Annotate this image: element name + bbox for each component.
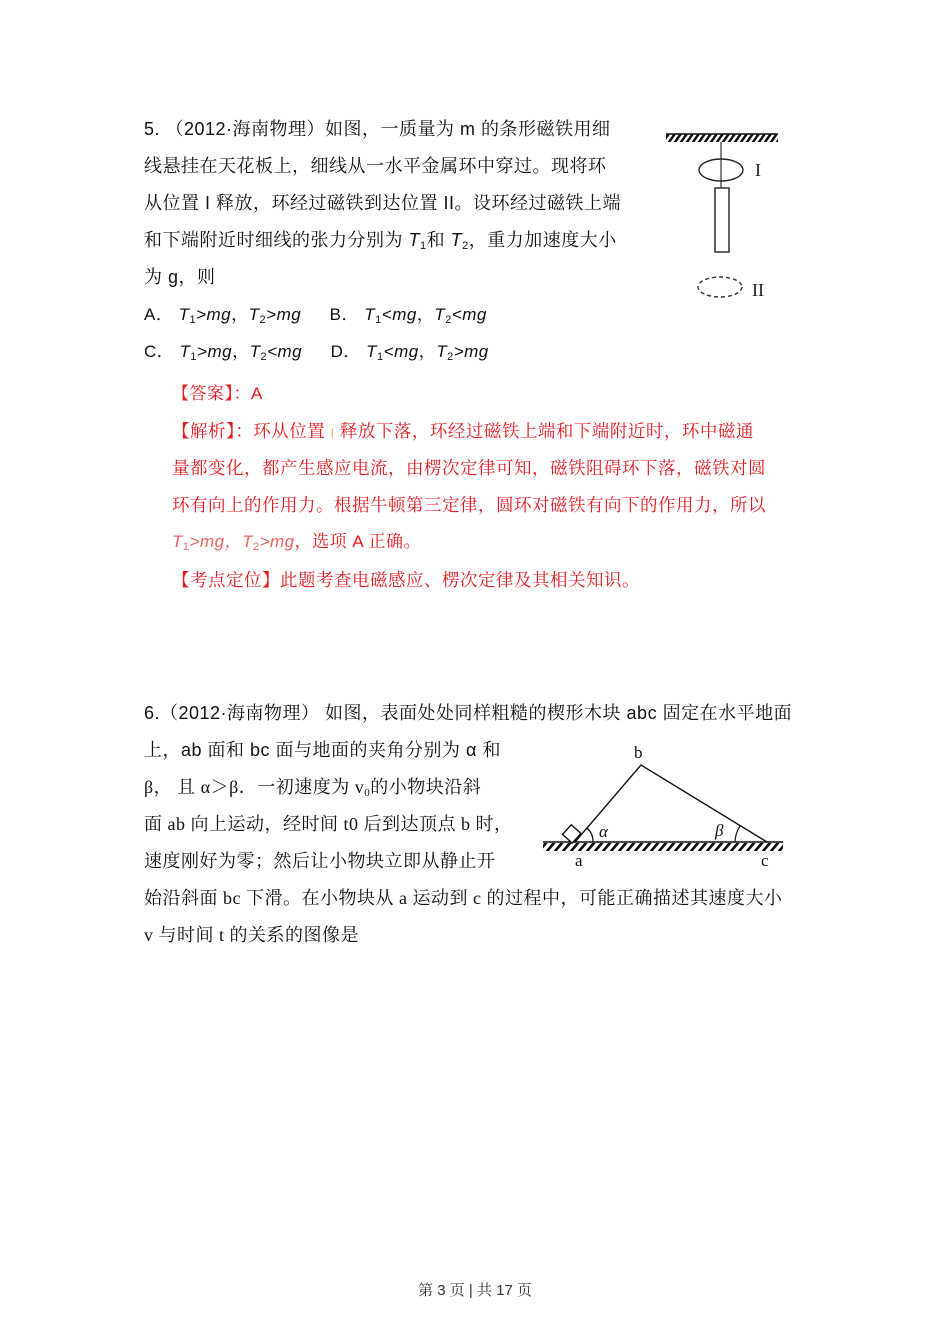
label-position-1: I — [755, 160, 761, 180]
analysis-t1: T — [172, 532, 183, 551]
ceiling-hatch — [666, 134, 778, 142]
q6-wedge-figure — [535, 730, 795, 870]
option-c-label: C． — [144, 342, 175, 361]
label-alpha: α — [599, 822, 608, 841]
option-b-t1-sub: 1 — [375, 314, 382, 326]
page-footer: 第 3 页 | 共 17 页 — [418, 1282, 532, 1299]
option-b-sep: ， — [416, 305, 435, 324]
option-d-t2-rel: >mg — [453, 342, 489, 361]
q5-options-row-2 — [144, 340, 489, 364]
analysis-t2: T — [242, 532, 253, 551]
option-b-label: B． — [329, 305, 360, 324]
option-d-t2-sub: 2 — [447, 351, 454, 363]
q5-line-4-mid: 和 — [426, 230, 451, 250]
option-d-label: D． — [330, 342, 361, 361]
t2-subscript: 2 — [462, 240, 469, 252]
q6-line-7: v 与时间 t 的关系的图像是 — [144, 925, 359, 945]
label-c: c — [761, 851, 769, 870]
answer-line — [172, 382, 263, 406]
small-block — [563, 825, 581, 843]
option-a-t1: T — [178, 305, 190, 324]
label-position-2: II — [752, 280, 764, 300]
analysis-t1-sub: 1 — [182, 541, 190, 553]
analysis-line-2: 量都变化，都产生感应电流，由楞次定律可知，磁铁阻碍环下落，磁铁对圆 — [172, 458, 766, 478]
option-d-t1-sub: 1 — [377, 351, 384, 363]
beta-arc — [735, 826, 740, 842]
option-a-t2-sub: 2 — [259, 314, 267, 326]
option-d — [325, 342, 488, 361]
option-d-t2: T — [436, 342, 448, 361]
option-a-t2: T — [248, 305, 260, 324]
option-d-t1: T — [366, 342, 378, 361]
analysis-line-1 — [172, 419, 754, 445]
q6-line-3b: 的小物块沿斜 — [370, 777, 482, 797]
option-c-t2-sub: 2 — [260, 351, 268, 363]
label-b: b — [634, 743, 643, 762]
q5-options-row-1 — [144, 303, 487, 327]
option-b — [324, 305, 486, 324]
option-b-t2-sub: 2 — [445, 314, 452, 326]
q6-line-3a: β， 且 α＞β．一初速度为 v — [144, 777, 365, 797]
kaodian-text: 此题考查电磁感应、楞次定律及其相关知识。 — [280, 570, 640, 590]
v0-subscript: 0 — [364, 787, 371, 799]
option-d-sep: ， — [418, 342, 437, 361]
q6-line-3 — [144, 775, 481, 799]
q5-magnet-ring-figure — [660, 110, 810, 310]
q5-line-5: 为 g，则 — [144, 267, 216, 287]
option-a-label: A． — [144, 305, 174, 324]
alpha-arc — [587, 828, 593, 842]
option-c-t1: T — [179, 342, 191, 361]
option-c-t1-rel: >mg — [197, 342, 233, 361]
option-c — [144, 342, 307, 361]
option-c-t2: T — [249, 342, 261, 361]
t1-symbol: T — [408, 230, 420, 250]
q5-line-4-end: ，重力加速度大小 — [468, 230, 617, 250]
analysis-line-3: 环有向上的作用力。根据牛顿第三定律，圆环对磁铁有向下的作用力，所以 — [172, 495, 766, 515]
q6-line-4: 面 ab 向上运动，经时间 t0 后到达顶点 b 时， — [144, 814, 513, 834]
option-b-t1-rel: <mg — [381, 305, 417, 324]
option-c-sep: ， — [232, 342, 250, 361]
option-c-t1-sub: 1 — [190, 351, 198, 363]
q6-line-2: 上，ab 面和 bc 面与地面的夹角分别为 α 和 — [144, 740, 501, 760]
option-b-t1: T — [364, 305, 376, 324]
ring-position-2 — [698, 277, 742, 297]
q6-line-1: 6.（2012·海南物理） 如图，表面处处同样粗糙的楔形木块 abc 固定在水平地面 — [144, 703, 793, 723]
kaodian-line — [172, 568, 640, 592]
q6-line-5: 速度刚好为零；然后让小物块立即从静止开 — [144, 851, 496, 871]
analysis-t2-rel: >mg — [259, 532, 295, 551]
answer-value: A — [251, 384, 263, 403]
q5-line-4-text: 和下端附近时细线的张力分别为 — [144, 230, 409, 250]
q6-line-6: 始沿斜面 bc 下滑。在小物块从 a 运动到 c 的过程中，可能正确描述其速度大小 — [144, 888, 783, 908]
t1-subscript: 1 — [420, 240, 427, 252]
analysis-text-4-end: ，选项 A 正确。 — [294, 532, 421, 551]
q5-line-3: 从位置 I 释放，环经过磁铁到达位置 II。设环经过磁铁上端 — [144, 193, 622, 213]
q5-line-4 — [144, 228, 617, 252]
option-a-t2-rel: >mg — [266, 305, 302, 324]
option-b-t2-rel: <mg — [451, 305, 487, 324]
option-d-t1-rel: <mg — [383, 342, 419, 361]
q5-line-1: 5. （2012·海南物理）如图，一质量为 m 的条形磁铁用细 — [144, 119, 611, 139]
bar-magnet — [715, 188, 729, 252]
option-a-sep: ， — [231, 305, 249, 324]
option-b-t2: T — [434, 305, 446, 324]
t2-symbol: T — [450, 230, 463, 250]
analysis-t1-rel: >mg， — [189, 532, 243, 551]
option-a-t1-rel: >mg — [196, 305, 232, 324]
answer-label: 【答案】： — [172, 384, 251, 403]
analysis-text-1b: 释放下落，环经过磁铁上端和下端附近时，环中磁通 — [334, 421, 754, 441]
analysis-line-4 — [172, 530, 421, 554]
label-beta: β — [715, 821, 724, 840]
option-c-t2-rel: <mg — [267, 342, 303, 361]
analysis-mark: I — [330, 426, 335, 440]
label-a: a — [575, 851, 583, 870]
option-a — [144, 305, 306, 324]
q5-line-2: 线悬挂在天花板上，细线从一水平金属环中穿过。现将环 — [144, 156, 607, 176]
analysis-t2-sub: 2 — [252, 541, 260, 553]
kaodian-label: 【考点定位】 — [172, 570, 280, 590]
analysis-label: 【解析】： — [172, 421, 254, 441]
ground-hatch — [543, 843, 783, 851]
analysis-text-1a: 环从位置 — [253, 421, 331, 441]
option-a-t1-sub: 1 — [189, 314, 197, 326]
